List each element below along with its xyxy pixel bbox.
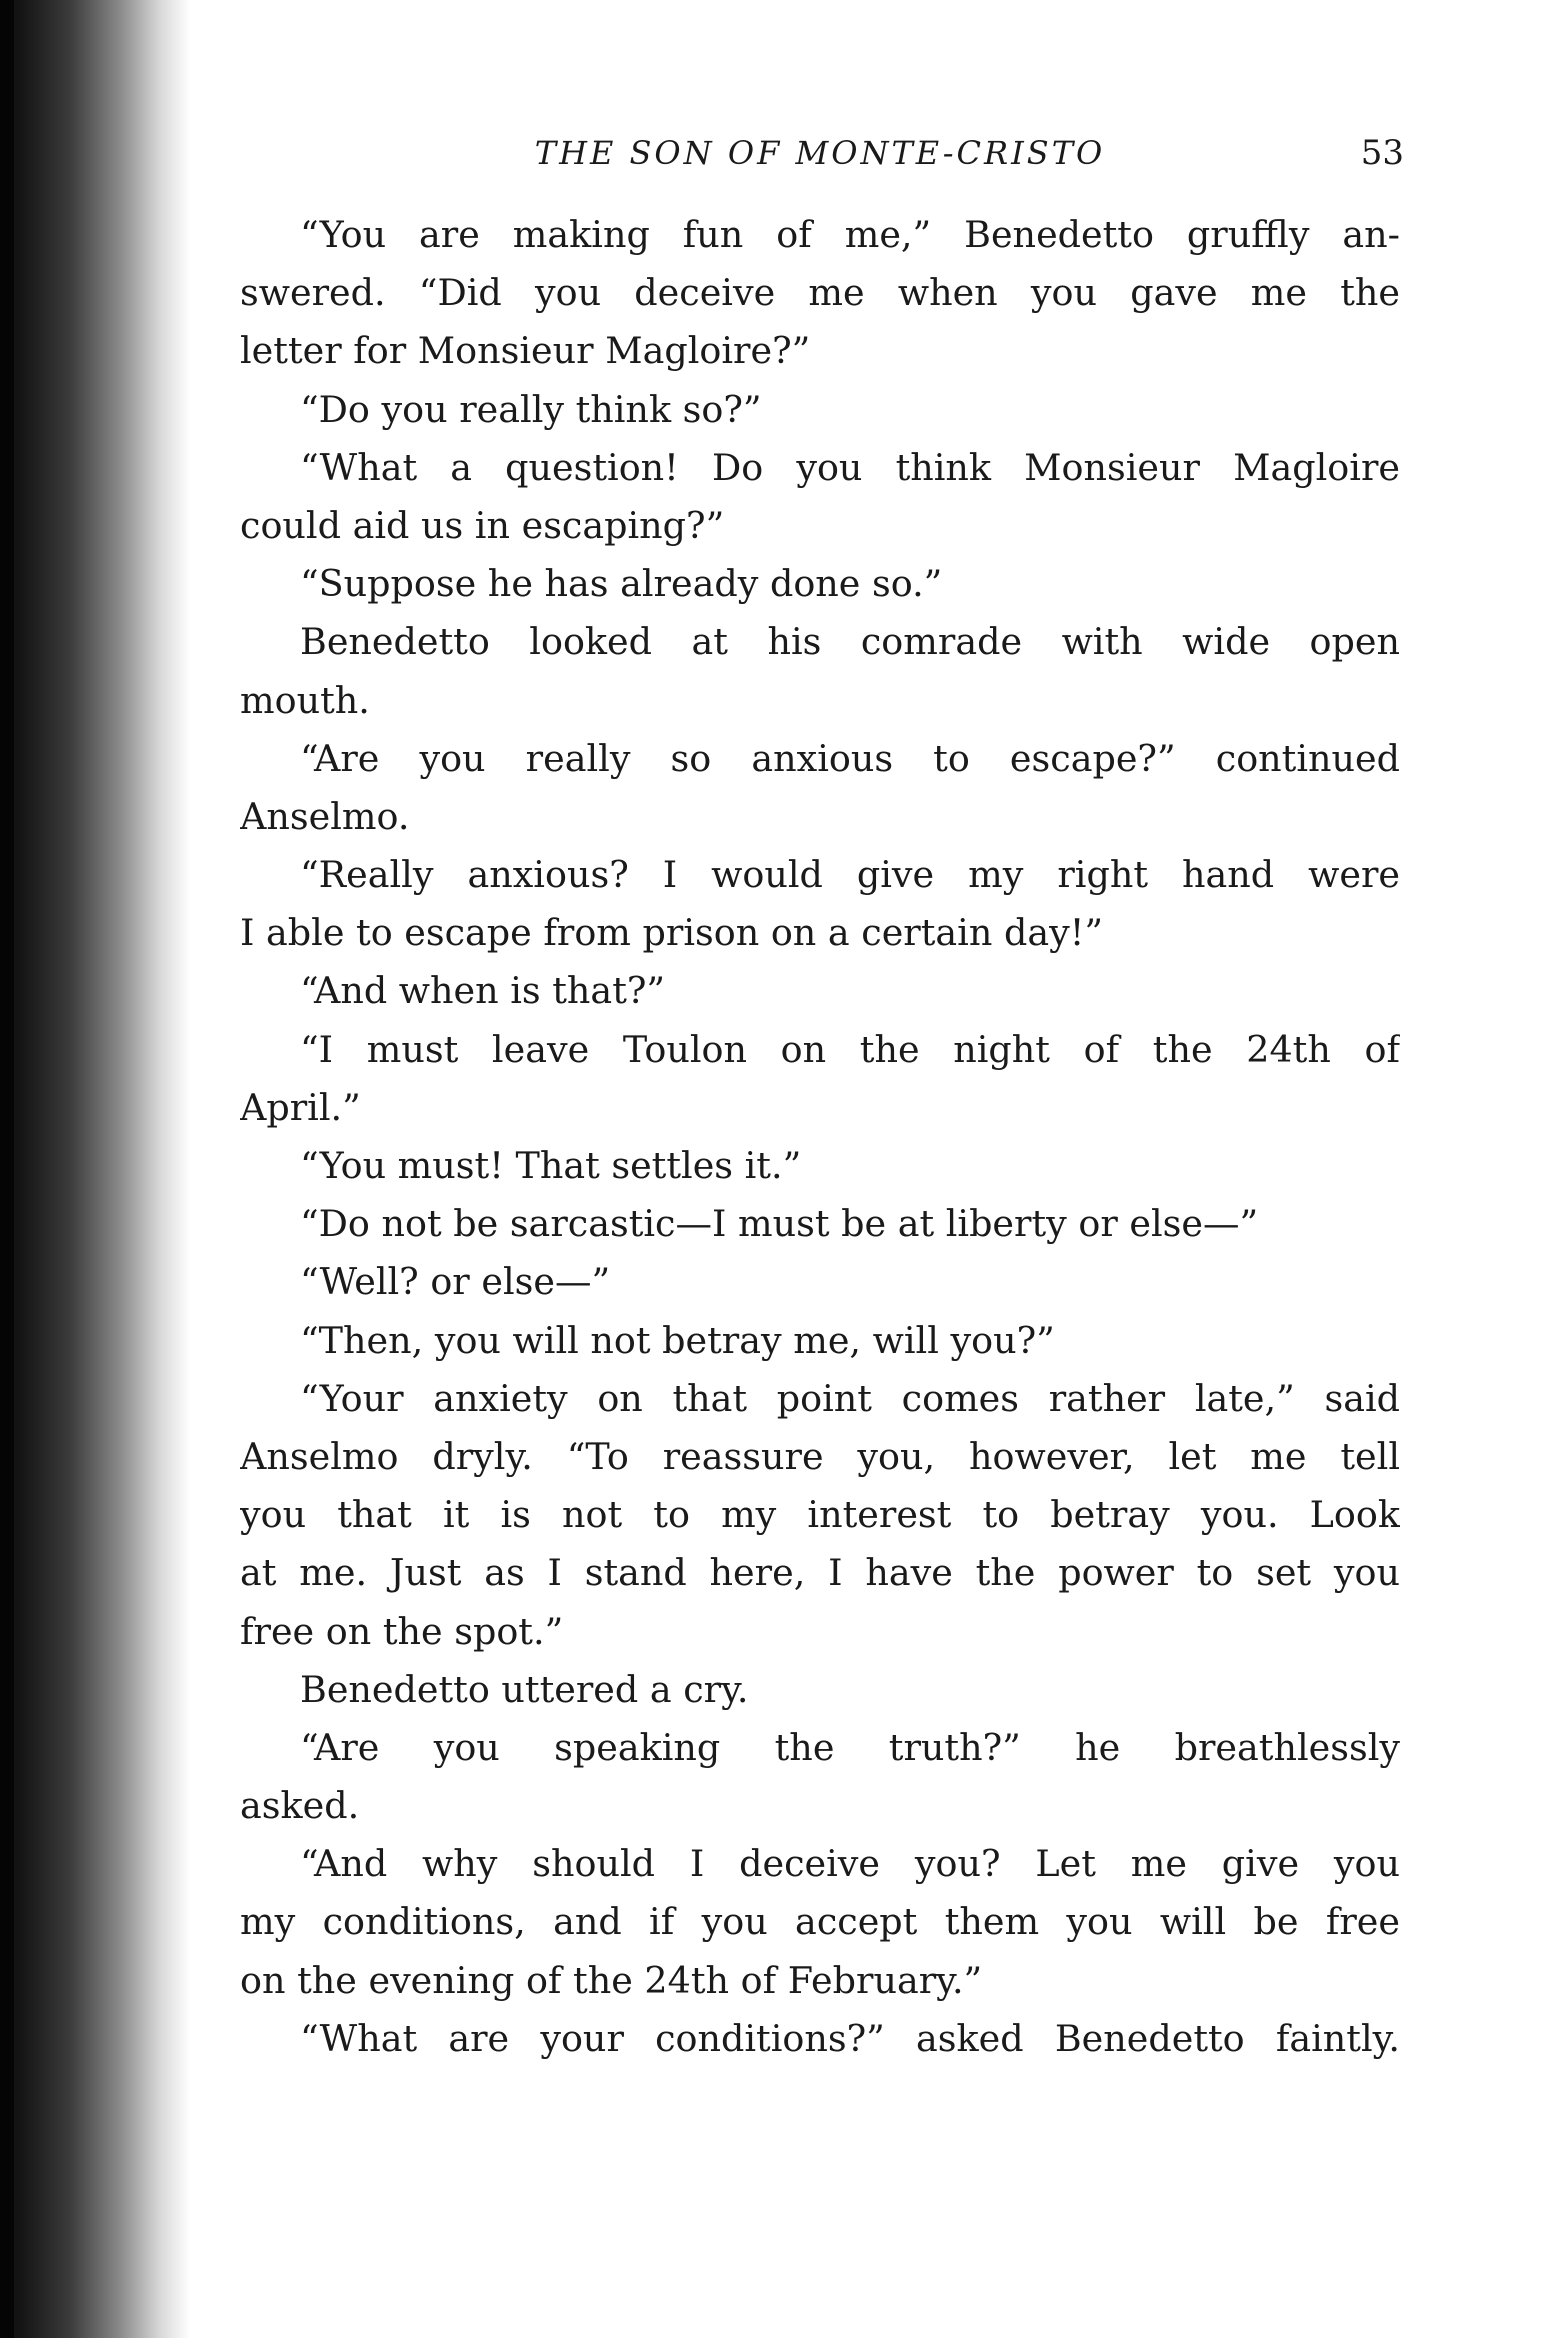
text-line: “What a question! Do you think Monsieur Magloire — [300, 445, 1400, 489]
text-line: “Your anxiety on that point comes rather late,” said — [300, 1376, 1400, 1420]
text-line: could aid us in escaping?” — [240, 503, 725, 547]
text-line: “Do you really think so?” — [300, 387, 762, 431]
text-line: “Do not be sarcastic—I must be at liberty or else—” — [300, 1202, 1259, 1246]
text-line: at me. Just as I stand here, I have the power to set you — [240, 1551, 1400, 1595]
text-line: asked. — [240, 1784, 360, 1828]
text-line: “Are you speaking the truth?” he breathlessly — [300, 1725, 1400, 1769]
text-line: “Suppose he has already done so.” — [300, 562, 943, 606]
binding-edge — [0, 0, 14, 2338]
text-line: Benedetto uttered a cry. — [300, 1667, 749, 1711]
text-line: “Are you really so anxious to escape?” continued — [300, 736, 1400, 780]
binding-shadow — [0, 0, 190, 2338]
text-line: “Then, you will not betray me, will you?” — [300, 1318, 1055, 1362]
text-line: “And when is that?” — [300, 969, 666, 1013]
text-line: Benedetto looked at his comrade with wide open — [300, 620, 1400, 664]
text-line: Anselmo dryly. “To reassure you, however, let me tell — [240, 1434, 1400, 1478]
text-line: “You are making fun of me,” Benedetto gruffly an- — [300, 213, 1400, 256]
text-line: “You must! That settles it.” — [300, 1144, 802, 1187]
page-header — [240, 128, 1404, 178]
text-line: “Well? or else—” — [300, 1260, 611, 1304]
text-line: on the evening of the 24th of February.” — [240, 1958, 983, 2002]
text-line: April.” — [240, 1085, 361, 1129]
text-line: free on the spot.” — [240, 1609, 564, 1653]
text-line: “And why should I deceive you? Let me give you — [300, 1842, 1400, 1886]
text-line: I able to escape from prison on a certain day!” — [240, 911, 1104, 955]
page-number: 53 — [1360, 133, 1404, 173]
text-line: “What are your conditions?” asked Benedetto faintly. — [300, 2016, 1400, 2060]
text-line: swered. “Did you deceive me when you gave me the — [240, 271, 1400, 315]
text-line: Anselmo. — [240, 794, 410, 838]
text-line: you that it is not to my interest to betray you. Look — [240, 1493, 1400, 1537]
body-text — [240, 206, 1400, 2068]
text-line: letter for Monsieur Magloire?” — [240, 329, 811, 373]
text-line: mouth. — [240, 678, 370, 722]
text-line: “I must leave Toulon on the night of the 24th of — [300, 1027, 1400, 1071]
text-line: my conditions, and if you accept them you will be free — [240, 1900, 1400, 1944]
text-line: “Really anxious? I would give my right hand were — [300, 853, 1400, 897]
running-title: THE SON OF MONTE-CRISTO — [534, 134, 1106, 172]
